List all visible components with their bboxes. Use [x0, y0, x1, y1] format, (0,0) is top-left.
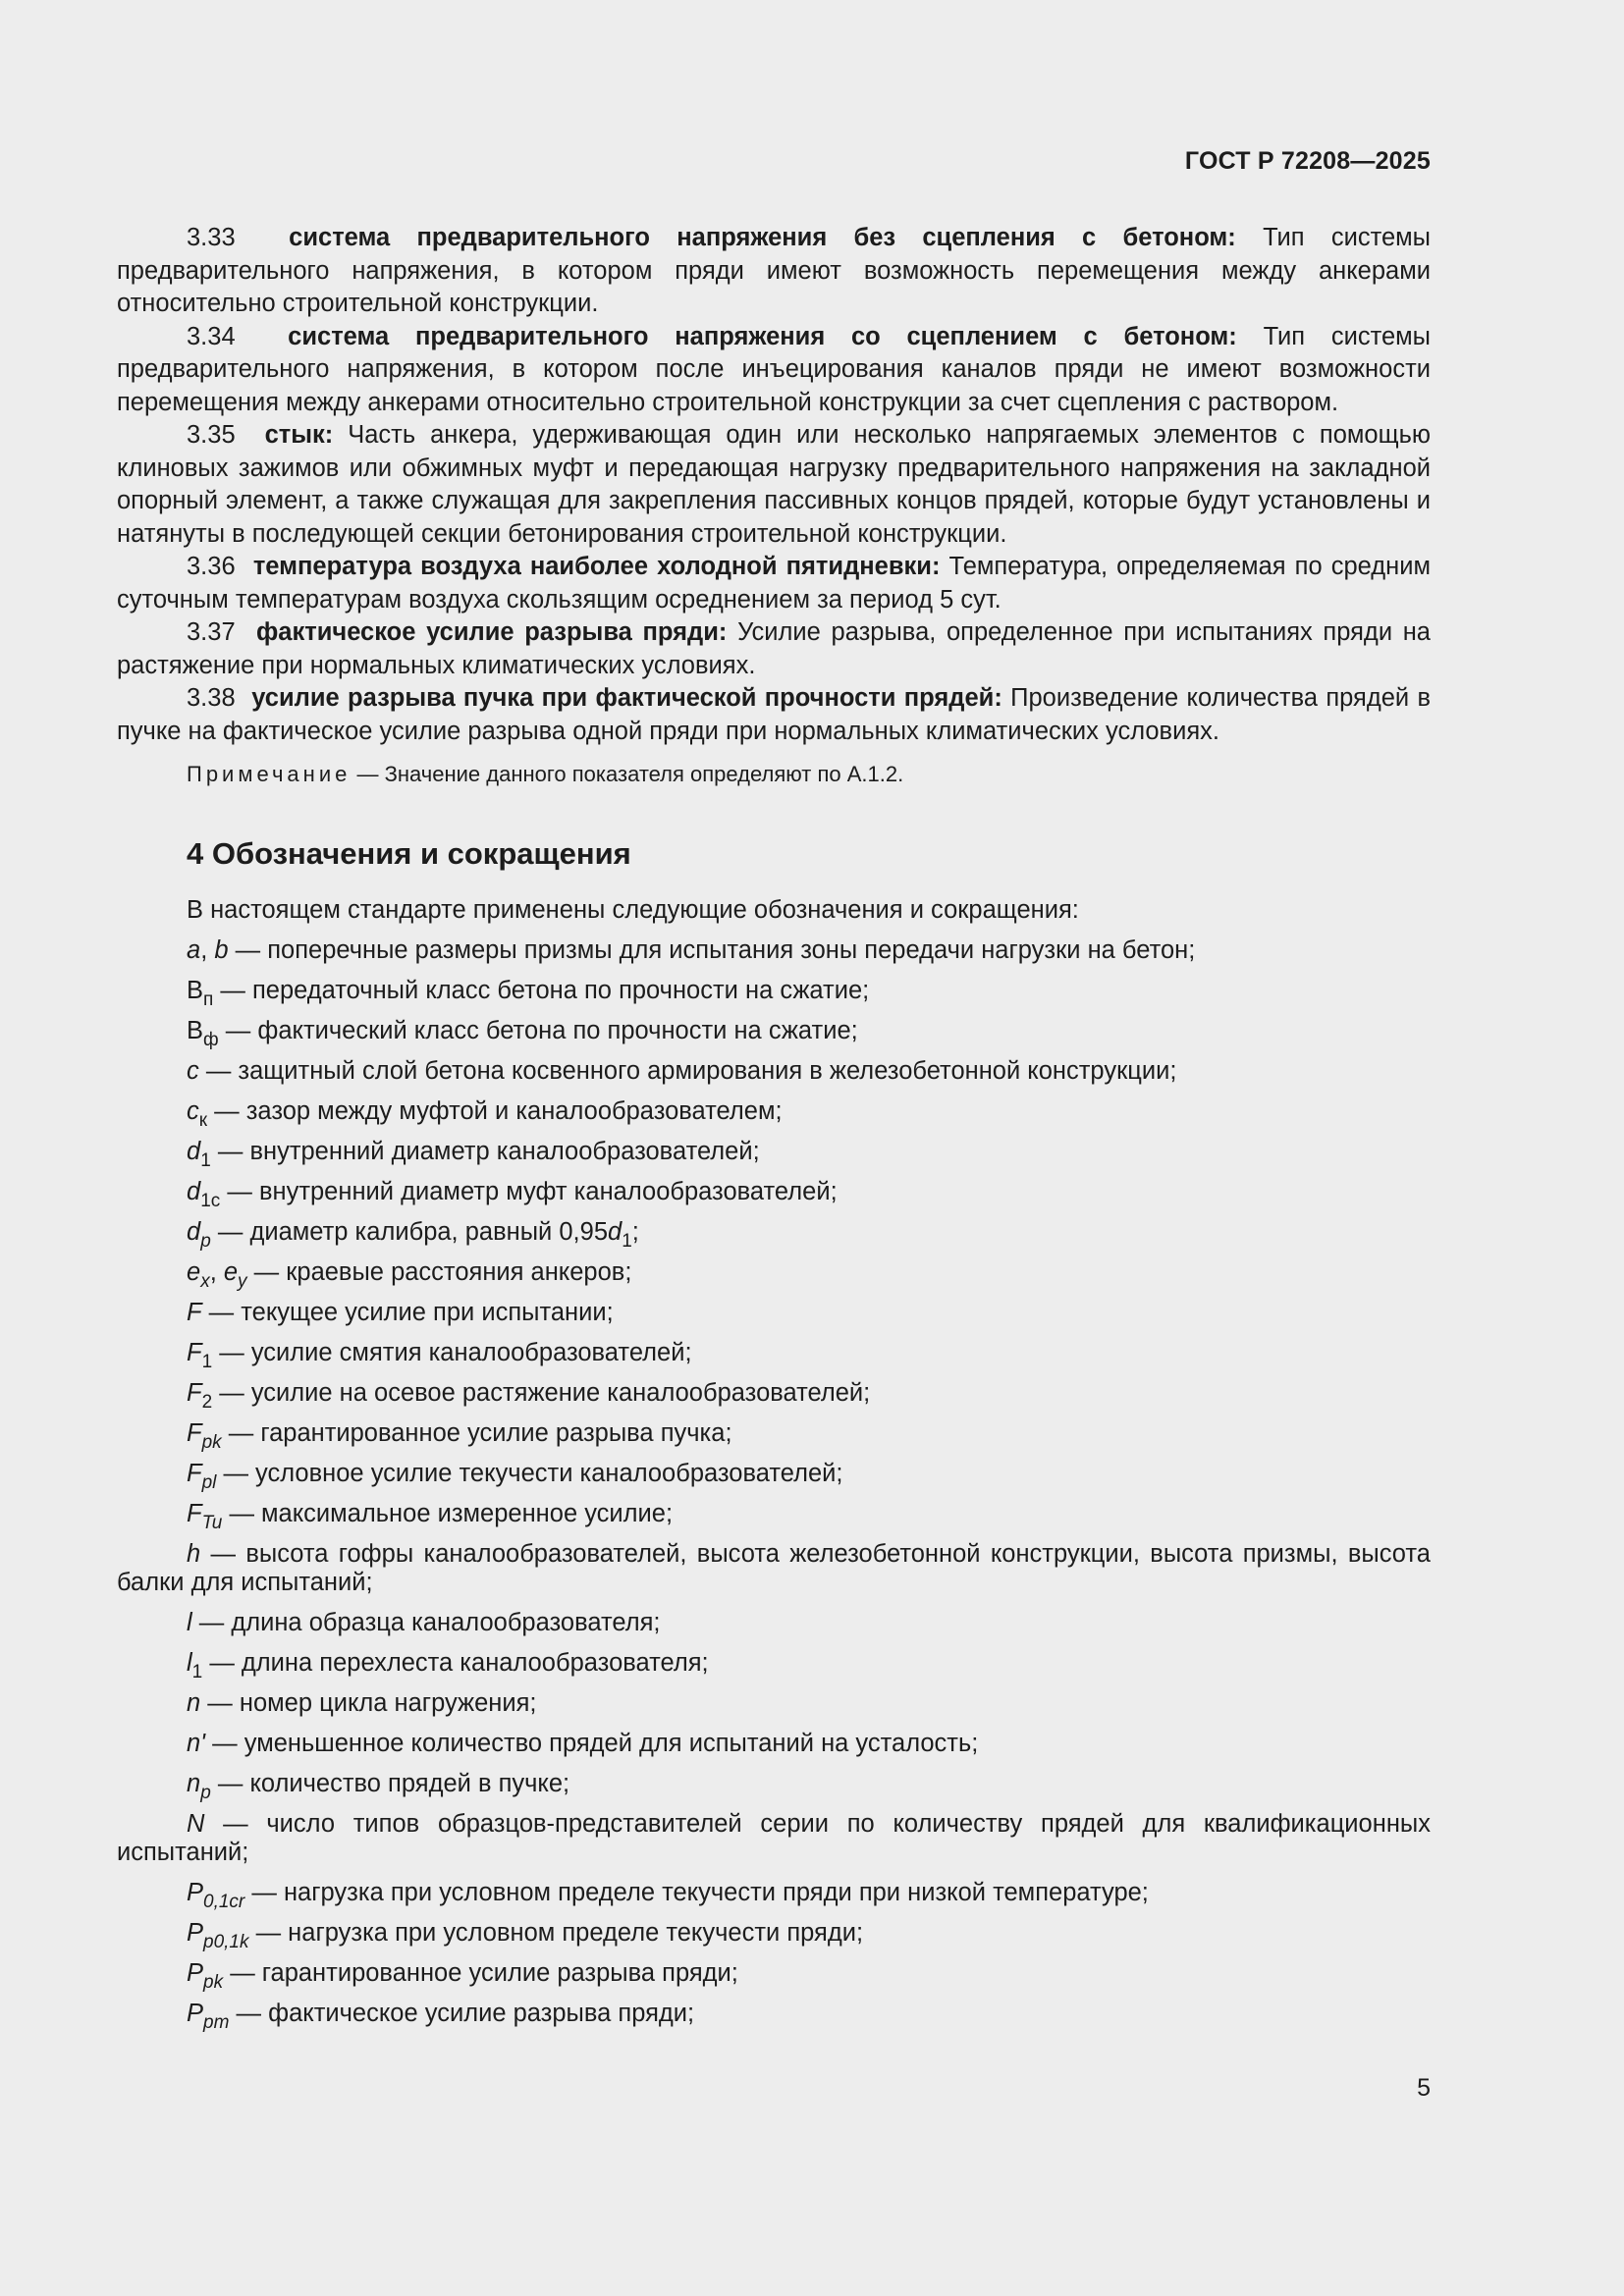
term-entry [117, 321, 1431, 420]
section-intro: В настоящем стандарте применены следующие обозначения и сокращения: [187, 896, 1079, 924]
term-definition: Тип системы предварительного напряжения, в котором пряди имеют возможность перемещения между анкерами относительно строительной конструкции. [117, 224, 1431, 317]
symbol-entry: $В_ф$ — фактический класс бетона по прочности на сжатие; [187, 1017, 858, 1050]
note [117, 760, 1431, 789]
term-number: 3.33 [187, 224, 236, 251]
symbol-entry: n — номер цикла нагружения; [187, 1689, 537, 1717]
term-entry [117, 419, 1431, 551]
symbol-entry: $P_{pm}$ — фактическое усилие разрыва пряди; [187, 2000, 695, 2033]
term-name: стык: [264, 421, 334, 449]
note-label: Примечание [187, 762, 352, 786]
symbol-entry: $n_p$ — количество прядей в пучке; [187, 1770, 570, 1803]
symbol-entry: $l_1$ — длина перехлеста каналообразователя; [187, 1649, 709, 1682]
symbol-entry: $d_1$ — внутренний диаметр каналообразователей; [187, 1138, 760, 1171]
term-name: система предварительного напряжения со сцеплением с бетоном: [288, 322, 1237, 350]
term-definition: Усилие разрыва, определенное при испытаниях пряди на растяжение при нормальных климатических условиях. [117, 618, 1431, 679]
term-definition: Тип системы предварительного напряжения, в котором после инъецирования каналов пряди не имеют возможности перемещения между анкерами относительно строительной конструкции за счет сцепления с раствором. [117, 322, 1432, 416]
term-number: 3.34 [187, 322, 236, 350]
page-number: 5 [1417, 2074, 1431, 2102]
term-name: система предварительного напряжения без сцепления с бетоном: [289, 224, 1236, 251]
symbol-entry: $P_{p0,1k}$ — нагрузка при условном пределе текучести пряди; [187, 1919, 864, 1952]
term-name: усилие разрыва пучка при фактической прочности прядей: [251, 684, 1002, 712]
term-entry [117, 616, 1431, 682]
symbol-entry: $F_{pk}$ — гарантированное усилие разрыва пучка; [187, 1419, 732, 1453]
term-definition: Температура, определяемая по средним суточным температурам воздуха скользящим осреднением за период 5 сут. [117, 553, 1432, 614]
symbol-entry: $В_п$ — передаточный класс бетона по прочности на сжатие; [187, 977, 870, 1010]
symbol-entry: $P_{pk}$ — гарантированное усилие разрыва пряди; [187, 1959, 738, 1993]
symbol-entry: n' — уменьшенное количество прядей для испытаний на усталость; [187, 1730, 979, 1757]
symbol-entry: a, b — поперечные размеры призмы для испытания зоны передачи нагрузки на бетон; [187, 936, 1196, 964]
symbol-entry: l — длина образца каналообразователя; [187, 1609, 661, 1636]
symbol-entry: $d_{1c}$ — внутренний диаметр муфт каналообразователей; [187, 1178, 838, 1211]
symbol-entry: $F_{Tu}$ — максимальное измеренное усилие; [187, 1500, 674, 1533]
term-name: фактическое усилие разрыва пряди: [255, 618, 728, 646]
section-title: 4 Обозначения и сокращения [187, 836, 631, 871]
term-number: 3.37 [187, 618, 236, 646]
term-entry [117, 682, 1431, 748]
symbol-entry: $F_1$ — усилие смятия каналообразователей; [187, 1339, 692, 1372]
symbol-entry: $c_к$ — зазор между муфтой и каналообразователем; [187, 1097, 783, 1131]
term-definition: Произведение количества прядей в пучке на фактическое усилие разрыва одной пряди при нормальных климатических условиях. [117, 684, 1432, 745]
term-entry [117, 551, 1431, 616]
symbol-entry: c — защитный слой бетона косвенного армирования в железобетонной конструкции; [187, 1057, 1177, 1085]
symbol-entry: $F_2$ — усилие на осевое растяжение каналообразователей; [187, 1379, 871, 1413]
term-number: 3.35 [187, 421, 236, 449]
terms-list [117, 222, 1431, 748]
term-entry [117, 222, 1431, 321]
term-name: температура воздуха наиболее холодной пятидневки: [252, 553, 941, 580]
symbol-entry: $d_p$ — диаметр калибра, равный $0,95d_1$; [187, 1218, 639, 1252]
symbol-entry: $e_x$, $e_y$ — краевые расстояния анкеров; [187, 1258, 632, 1292]
symbol-entry: $F_{pl}$ — условное усилие текучести каналообразователей; [187, 1460, 843, 1493]
symbol-entry: F — текущее усилие при испытании; [187, 1299, 614, 1326]
symbol-entry: $P_{0,1cr}$ — нагрузка при условном пределе текучести пряди при низкой температуре; [187, 1879, 1149, 1912]
page-body [117, 222, 1432, 2033]
symbol-entry: h — высота гофры каналообразователей, высота железобетонной конструкции, высота призмы, высота балки для испытаний; [117, 1540, 1431, 1596]
symbols-list [117, 936, 1431, 2033]
symbol-entry: N — число типов образцов-представителей серии по количеству прядей для квалификационных испытаний; [117, 1810, 1431, 1866]
term-definition: Часть анкера, удерживающая один или несколько напрягаемых элементов с помощью клиновых зажимов или обжимных муфт и передающая нагрузку предварительного напряжения на закладной опорный элемент, а также служащая для закрепления пассивных концов прядей, которые будут установлены и натянуты в последующей секции бетонирования строительной конструкции. [117, 421, 1431, 548]
term-number: 3.36 [187, 553, 236, 580]
note-text: — Значение данного показателя определяют по А.1.2. [356, 762, 904, 786]
term-number: 3.38 [187, 684, 236, 712]
document-code: ГОСТ Р 72208—2025 [1184, 147, 1431, 175]
